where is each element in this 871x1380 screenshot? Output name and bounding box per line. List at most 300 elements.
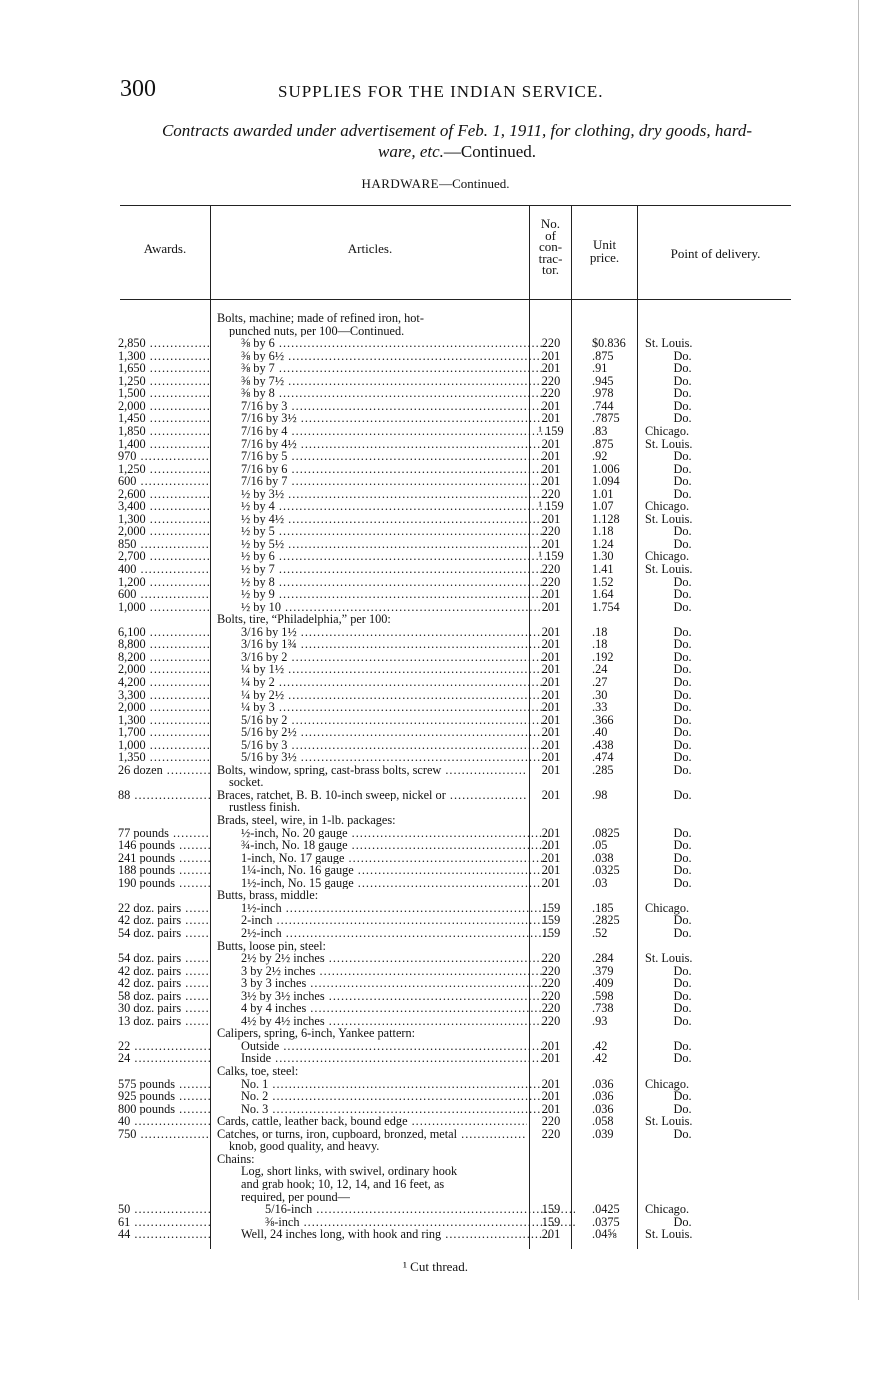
contractor-cell: 201 bbox=[541, 850, 561, 865]
delivery-cell: Do. bbox=[673, 348, 692, 363]
page-number: 300 bbox=[120, 76, 156, 102]
awards-cell: 1,250 ..... bbox=[118, 375, 210, 388]
delivery-cell: Do. bbox=[673, 662, 692, 677]
unit-price-cell: .91 bbox=[592, 361, 608, 376]
awards-cell: 24 ..... bbox=[118, 1052, 210, 1065]
delivery-cell: Do. bbox=[673, 373, 692, 388]
table-row bbox=[0, 801, 871, 814]
article-cell: socket. bbox=[229, 776, 264, 789]
contractor-cell: 159 bbox=[541, 900, 561, 915]
awards-cell: 2,600 ..... bbox=[118, 488, 210, 501]
header-articles: Articles. bbox=[347, 241, 393, 256]
table-row bbox=[0, 864, 871, 877]
table-row bbox=[0, 764, 871, 777]
article-cell: required, per pound— bbox=[241, 1190, 350, 1203]
unit-price-cell: .0825 bbox=[592, 825, 620, 840]
article-cell: ¼ by 2½ ..... bbox=[217, 689, 551, 702]
article-cell: 1½-inch, No. 15 gauge ..... bbox=[217, 877, 551, 890]
article-cell: Brads, steel, wire, in 1-lb. packages: bbox=[217, 814, 396, 827]
table-row bbox=[0, 952, 871, 965]
contractor-cell: 201 bbox=[541, 737, 561, 752]
table-row bbox=[0, 538, 871, 551]
article-cell: ⅜ by 7 ..... bbox=[217, 362, 551, 375]
awards-cell: 600 ..... bbox=[118, 475, 210, 488]
contractor-cell: ¹ 159 bbox=[538, 549, 564, 564]
header-contractor bbox=[530, 218, 571, 276]
delivery-cell: Do. bbox=[673, 1089, 692, 1104]
table-row bbox=[0, 601, 871, 614]
article-cell: 7/16 by 5 ..... bbox=[217, 450, 551, 463]
delivery-cell: Do. bbox=[673, 1214, 692, 1229]
article-cell: ¾-inch, No. 18 gauge ..... bbox=[217, 839, 551, 852]
table-row bbox=[0, 877, 871, 890]
article-cell: Outside ..... bbox=[217, 1040, 551, 1053]
awards-cell: 1,000 ..... bbox=[118, 739, 210, 752]
unit-price-cell: .379 bbox=[592, 963, 614, 978]
article-cell: Bolts, tire, “Philadelphia,” per 100: bbox=[217, 613, 391, 626]
awards-cell: 26 dozen ..... bbox=[118, 764, 210, 777]
unit-price-cell: .285 bbox=[592, 762, 614, 777]
caption-line-2-rest: —Continued. bbox=[443, 142, 537, 161]
table-row bbox=[0, 1078, 871, 1091]
awards-cell: 42 doz. pairs ..... bbox=[118, 965, 210, 978]
article-cell: knob, good quality, and heavy. bbox=[229, 1140, 380, 1153]
table-row bbox=[0, 425, 871, 438]
contractor-cell: 201 bbox=[541, 1227, 561, 1242]
delivery-cell: Chicago. bbox=[645, 549, 690, 564]
contractor-cell: 201 bbox=[541, 687, 561, 702]
article-cell: 4 by 4 inches ..... bbox=[217, 1002, 551, 1015]
awards-cell: 600 ..... bbox=[118, 588, 210, 601]
table-row bbox=[0, 438, 871, 451]
awards-cell: 1,700 ..... bbox=[118, 726, 210, 739]
unit-price-cell: .192 bbox=[592, 649, 614, 664]
article-cell: ½ by 10 ..... bbox=[217, 601, 551, 614]
delivery-cell: Do. bbox=[673, 461, 692, 476]
unit-price-cell: .875 bbox=[592, 348, 614, 363]
contractor-cell: 220 bbox=[541, 1001, 561, 1016]
unit-price-cell: .92 bbox=[592, 449, 608, 464]
table-row bbox=[0, 977, 871, 990]
contractor-cell: ¹ 159 bbox=[538, 499, 564, 514]
delivery-cell: Do. bbox=[673, 411, 692, 426]
unit-price-cell: .036 bbox=[592, 1076, 614, 1091]
awards-cell: 800 pounds ..... bbox=[118, 1103, 210, 1116]
article-cell: 3 by 2½ inches ..... bbox=[217, 965, 551, 978]
section-title bbox=[0, 176, 871, 192]
delivery-cell: Do. bbox=[673, 599, 692, 614]
unit-price-cell: .40 bbox=[592, 725, 608, 740]
article-cell: ½ by 6 ..... bbox=[217, 550, 551, 563]
article-cell: 1-inch, No. 17 gauge ..... bbox=[217, 852, 551, 865]
table-row bbox=[0, 638, 871, 651]
delivery-cell: Do. bbox=[673, 762, 692, 777]
unit-price-cell: 1.41 bbox=[592, 562, 614, 576]
article-cell: 3½ by 3½ inches ..... bbox=[217, 990, 551, 1003]
table-row bbox=[0, 940, 871, 953]
contractor-cell: 201 bbox=[541, 511, 561, 526]
awards-cell: 22 ..... bbox=[118, 1040, 210, 1053]
unit-price-cell: .036 bbox=[592, 1101, 614, 1116]
table-row bbox=[0, 488, 871, 501]
contractor-cell: 159 bbox=[541, 913, 561, 928]
article-cell: 5/16-inch ..... bbox=[217, 1203, 575, 1216]
contractor-cell: 220 bbox=[541, 963, 561, 978]
delivery-cell: Do. bbox=[673, 587, 692, 602]
awards-cell: 190 pounds ..... bbox=[118, 877, 210, 890]
article-cell: 7/16 by 7 ..... bbox=[217, 475, 551, 488]
article-cell: Bolts, machine; made of refined iron, hot- bbox=[217, 312, 424, 325]
awards-cell: 2,000 ..... bbox=[118, 525, 210, 538]
table-row bbox=[0, 814, 871, 827]
article-cell: Butts, brass, middle: bbox=[217, 889, 319, 902]
article-cell: ¼ by 2 ..... bbox=[217, 676, 551, 689]
article-cell: 7/16 by 3 ..... bbox=[217, 400, 551, 413]
article-cell: Well, 24 inches long, with hook and ring ..... bbox=[217, 1228, 551, 1241]
table-row bbox=[0, 588, 871, 601]
delivery-cell: Do. bbox=[673, 637, 692, 652]
article-cell: ½ by 3½ ..... bbox=[217, 488, 551, 501]
table-row bbox=[0, 676, 871, 689]
table-row bbox=[0, 965, 871, 978]
table-row bbox=[0, 576, 871, 589]
article-cell: ⅜ by 8 ..... bbox=[217, 387, 551, 400]
article-cell: 7/16 by 4½ ..... bbox=[217, 438, 551, 451]
contractor-cell: 201 bbox=[541, 1101, 561, 1116]
delivery-cell: Do. bbox=[673, 850, 692, 865]
section-title-continued: —Continued. bbox=[439, 176, 510, 191]
article-cell: ⅜ by 7½ ..... bbox=[217, 375, 551, 388]
delivery-cell: Do. bbox=[673, 737, 692, 752]
awards-cell: 1,300 ..... bbox=[118, 350, 210, 363]
contractor-cell: 201 bbox=[541, 599, 561, 614]
awards-cell: 8,200 ..... bbox=[118, 651, 210, 664]
table-row bbox=[0, 990, 871, 1003]
article-cell: 3/16 by 1½ ..... bbox=[217, 626, 551, 639]
awards-cell: 44 ..... bbox=[118, 1228, 210, 1241]
contractor-cell: 201 bbox=[541, 398, 561, 413]
article-cell: 7/16 by 3½ ..... bbox=[217, 412, 551, 425]
unit-price-cell: .039 bbox=[592, 1126, 614, 1141]
contractor-cell: 220 bbox=[541, 486, 561, 501]
unit-price-cell: 1.18 bbox=[592, 524, 614, 539]
table-row bbox=[0, 412, 871, 425]
table-row bbox=[0, 350, 871, 363]
article-cell: 5/16 by 3 ..... bbox=[217, 739, 551, 752]
contractor-cell: 201 bbox=[541, 649, 561, 664]
contractor-cell: 220 bbox=[541, 574, 561, 589]
delivery-cell: Do. bbox=[673, 1001, 692, 1016]
article-cell: Bolts, window, spring, cast-brass bolts, screw ..... bbox=[217, 764, 527, 777]
article-cell: 5/16 by 2 ..... bbox=[217, 714, 551, 727]
delivery-cell: Do. bbox=[673, 574, 692, 589]
contractor-cell: 201 bbox=[541, 637, 561, 652]
awards-cell: 1,300 ..... bbox=[118, 513, 210, 526]
awards-cell: 2,000 ..... bbox=[118, 400, 210, 413]
delivery-cell: Chicago. bbox=[645, 423, 690, 438]
footnote: ¹ Cut thread. bbox=[403, 1259, 468, 1274]
header-contractor-line: of bbox=[545, 227, 556, 243]
awards-cell: 8,800 ..... bbox=[118, 638, 210, 651]
table-row bbox=[0, 776, 871, 789]
contractor-cell: 201 bbox=[541, 1038, 561, 1053]
unit-price-cell: .0425 bbox=[592, 1202, 620, 1217]
delivery-cell: Do. bbox=[673, 825, 692, 840]
delivery-cell: St. Louis. bbox=[645, 511, 693, 526]
contractor-cell: 159 bbox=[541, 1202, 561, 1217]
contractor-cell: 201 bbox=[541, 348, 561, 363]
table-row bbox=[0, 1103, 871, 1116]
contractor-cell: 220 bbox=[541, 336, 561, 351]
delivery-cell: Chicago. bbox=[645, 900, 690, 915]
delivery-cell: Do. bbox=[673, 838, 692, 853]
table-row bbox=[0, 550, 871, 563]
awards-cell: 1,450 ..... bbox=[118, 412, 210, 425]
header-contractor-line: trac- bbox=[538, 250, 563, 266]
contractor-cell: 201 bbox=[541, 700, 561, 715]
delivery-cell: Do. bbox=[673, 398, 692, 413]
unit-price-cell: .27 bbox=[592, 674, 608, 689]
unit-price-cell: .05 bbox=[592, 838, 608, 853]
unit-price-cell: 1.30 bbox=[592, 549, 614, 564]
delivery-cell: Do. bbox=[673, 361, 692, 376]
article-cell: Inside ..... bbox=[217, 1052, 551, 1065]
delivery-cell: Do. bbox=[673, 1038, 692, 1053]
article-cell: Log, short links, with swivel, ordinary hook bbox=[241, 1165, 458, 1178]
unit-price-cell: .04⅝ bbox=[592, 1227, 617, 1242]
contractor-cell: 220 bbox=[541, 976, 561, 991]
table-row bbox=[0, 325, 871, 338]
awards-cell: 2,850 ..... bbox=[118, 337, 210, 350]
delivery-cell: Do. bbox=[673, 875, 692, 890]
contractor-cell: 201 bbox=[541, 712, 561, 727]
article-cell: ½ by 4 ..... bbox=[217, 500, 551, 513]
delivery-cell: Do. bbox=[673, 712, 692, 727]
table-row bbox=[0, 1153, 871, 1166]
unit-price-cell: 1.006 bbox=[592, 461, 620, 476]
article-cell: ½ by 5½ ..... bbox=[217, 538, 551, 551]
article-cell: ⅜ by 6½ ..... bbox=[217, 350, 551, 363]
contractor-cell: 201 bbox=[541, 361, 561, 376]
table-row bbox=[0, 1115, 871, 1128]
article-cell: Calipers, spring, 6-inch, Yankee pattern: bbox=[217, 1027, 416, 1040]
table-row bbox=[0, 1052, 871, 1065]
unit-price-cell: .875 bbox=[592, 436, 614, 451]
table-row bbox=[0, 839, 871, 852]
header-unit-price-line: Unit bbox=[592, 237, 617, 252]
unit-price-cell: 1.24 bbox=[592, 536, 614, 551]
awards-cell: 42 doz. pairs ..... bbox=[118, 977, 210, 990]
unit-price-cell: .24 bbox=[592, 662, 608, 677]
section-title-text: HARDWARE bbox=[361, 176, 440, 191]
table-row bbox=[0, 1140, 871, 1153]
article-cell: ½ by 8 ..... bbox=[217, 576, 551, 589]
unit-price-cell: .038 bbox=[592, 850, 614, 865]
unit-price-cell: .744 bbox=[592, 398, 614, 413]
table-row bbox=[0, 852, 871, 865]
unit-price-cell: $0.836 bbox=[592, 336, 626, 351]
article-cell: Butts, loose pin, steel: bbox=[217, 939, 326, 952]
article-cell: No. 2 ..... bbox=[217, 1090, 551, 1103]
awards-cell: 58 doz. pairs ..... bbox=[118, 990, 210, 1003]
delivery-cell: Do. bbox=[673, 1051, 692, 1066]
table-row bbox=[0, 914, 871, 927]
awards-cell: 1,650 ..... bbox=[118, 362, 210, 375]
table-row bbox=[0, 1165, 871, 1178]
delivery-cell: Do. bbox=[673, 913, 692, 928]
table-top-rule bbox=[120, 205, 791, 206]
awards-cell: 1,400 ..... bbox=[118, 438, 210, 451]
awards-cell: 850 ..... bbox=[118, 538, 210, 551]
article-cell: 4½ by 4½ inches ..... bbox=[217, 1015, 551, 1028]
article-cell: 3/16 by 1¾ ..... bbox=[217, 638, 551, 651]
awards-cell: 2,000 ..... bbox=[118, 663, 210, 676]
awards-cell: 54 doz. pairs ..... bbox=[118, 952, 210, 965]
delivery-cell: Do. bbox=[673, 787, 692, 802]
unit-price-cell: .409 bbox=[592, 976, 614, 991]
table-row bbox=[0, 1002, 871, 1015]
table-row bbox=[0, 789, 871, 802]
unit-price-cell: 1.754 bbox=[592, 599, 620, 614]
header-contractor-line: tor. bbox=[542, 262, 559, 277]
caption-line-2-italic: ware, etc. bbox=[377, 142, 444, 161]
unit-price-cell: .33 bbox=[592, 700, 608, 715]
unit-price-cell: 1.094 bbox=[592, 474, 620, 489]
article-cell: 2½ by 2½ inches ..... bbox=[217, 952, 551, 965]
contractor-cell: 220 bbox=[541, 1013, 561, 1028]
contractor-cell: 201 bbox=[541, 536, 561, 551]
delivery-cell: Do. bbox=[673, 750, 692, 765]
page-edge bbox=[858, 0, 859, 1300]
unit-price-cell: .0375 bbox=[592, 1214, 620, 1229]
unit-price-cell: .738 bbox=[592, 1001, 614, 1016]
awards-cell: 1,300 ..... bbox=[118, 714, 210, 727]
awards-cell: 88 ..... bbox=[118, 789, 210, 802]
article-cell: ½ by 5 ..... bbox=[217, 525, 551, 538]
table-row bbox=[0, 751, 871, 764]
unit-price-cell: .185 bbox=[592, 900, 614, 915]
table-row bbox=[0, 337, 871, 350]
article-cell: and grab hook; 10, 12, 14, and 16 feet, as bbox=[241, 1177, 445, 1191]
contractor-cell: 201 bbox=[541, 750, 561, 765]
awards-cell: 575 pounds ..... bbox=[118, 1078, 210, 1091]
table-caption bbox=[112, 120, 802, 162]
delivery-cell: Chicago. bbox=[645, 1202, 690, 1217]
unit-price-cell: .52 bbox=[592, 925, 608, 940]
article-cell: ½ by 4½ ..... bbox=[217, 513, 551, 526]
contractor-cell: 201 bbox=[541, 411, 561, 426]
table-row bbox=[0, 726, 871, 739]
contractor-cell: 220 bbox=[541, 524, 561, 539]
table-row bbox=[0, 1203, 871, 1216]
article-cell: Cards, cattle, leather back, bound edge ..... bbox=[217, 1115, 527, 1128]
delivery-cell: Do. bbox=[673, 1126, 692, 1141]
unit-price-cell: .0325 bbox=[592, 863, 620, 878]
running-head: SUPPLIES FOR THE INDIAN SERVICE. bbox=[278, 82, 604, 101]
delivery-cell: Do. bbox=[673, 1013, 692, 1028]
awards-cell: 970 ..... bbox=[118, 450, 210, 463]
article-cell: Chains: bbox=[217, 1152, 255, 1166]
awards-cell: 54 doz. pairs ..... bbox=[118, 927, 210, 940]
awards-cell: 400 ..... bbox=[118, 563, 210, 576]
header-bottom-rule bbox=[120, 299, 791, 300]
delivery-cell: Do. bbox=[673, 649, 692, 664]
delivery-cell: St. Louis. bbox=[645, 336, 693, 351]
awards-cell: 4,200 ..... bbox=[118, 676, 210, 689]
delivery-cell: Do. bbox=[673, 1101, 692, 1116]
delivery-cell: Do. bbox=[673, 725, 692, 740]
header-contractor-line: con- bbox=[538, 239, 563, 254]
table-row bbox=[0, 387, 871, 400]
delivery-cell: Do. bbox=[673, 988, 692, 1003]
unit-price-cell: .42 bbox=[592, 1038, 608, 1053]
delivery-cell: Do. bbox=[673, 524, 692, 539]
article-cell: 1½-inch ..... bbox=[217, 902, 551, 915]
contractor-cell: 220 bbox=[541, 988, 561, 1003]
header-unit-price-line: price. bbox=[589, 250, 620, 265]
article-cell: 7/16 by 4 ..... bbox=[217, 425, 551, 438]
delivery-cell: Do. bbox=[673, 624, 692, 639]
unit-price-cell: .438 bbox=[592, 737, 614, 752]
awards-cell: 1,000 ..... bbox=[118, 601, 210, 614]
awards-cell: 2,700 ..... bbox=[118, 550, 210, 563]
awards-cell: 3,400 ..... bbox=[118, 500, 210, 513]
delivery-cell: Do. bbox=[673, 963, 692, 978]
table-row bbox=[0, 400, 871, 413]
unit-price-cell: .93 bbox=[592, 1013, 608, 1028]
table-row bbox=[0, 375, 871, 388]
contractor-cell: 201 bbox=[541, 725, 561, 740]
unit-price-cell: .18 bbox=[592, 624, 608, 639]
unit-price-cell: .42 bbox=[592, 1051, 608, 1066]
delivery-cell: Do. bbox=[673, 925, 692, 940]
header-contractor-line: No. bbox=[540, 216, 561, 231]
article-cell: ½ by 7 ..... bbox=[217, 563, 551, 576]
awards-cell: 61 ..... bbox=[118, 1216, 210, 1229]
unit-price-cell: .945 bbox=[592, 373, 614, 388]
article-cell: 7/16 by 6 ..... bbox=[217, 463, 551, 476]
delivery-cell: Do. bbox=[673, 863, 692, 878]
contractor-cell: 201 bbox=[541, 474, 561, 489]
article-cell: ½-inch, No. 20 gauge ..... bbox=[217, 827, 551, 840]
awards-cell: 30 doz. pairs ..... bbox=[118, 1002, 210, 1015]
article-cell: ⅜-inch ..... bbox=[217, 1216, 575, 1229]
table-row bbox=[0, 513, 871, 526]
awards-cell: 40 ..... bbox=[118, 1115, 210, 1128]
table-row bbox=[0, 927, 871, 940]
delivery-cell: St. Louis. bbox=[645, 1227, 693, 1242]
article-cell: 2-inch ..... bbox=[217, 914, 551, 927]
header-delivery: Point of delivery. bbox=[670, 246, 761, 261]
unit-price-cell: 1.52 bbox=[592, 574, 614, 589]
table-row bbox=[0, 1128, 871, 1141]
unit-price-cell: .30 bbox=[592, 687, 608, 702]
delivery-cell: Do. bbox=[673, 486, 692, 501]
unit-price-cell: .474 bbox=[592, 750, 614, 765]
table-row bbox=[0, 626, 871, 639]
table-row bbox=[0, 902, 871, 915]
delivery-cell: Chicago. bbox=[645, 1076, 690, 1091]
unit-price-cell: .2825 bbox=[592, 913, 620, 928]
contractor-cell: 201 bbox=[541, 1076, 561, 1091]
table-row bbox=[0, 463, 871, 476]
contractor-cell: 201 bbox=[541, 762, 561, 777]
delivery-cell: Chicago. bbox=[645, 499, 690, 514]
awards-cell: 13 doz. pairs ..... bbox=[118, 1015, 210, 1028]
table-row bbox=[0, 1040, 871, 1053]
awards-cell: 2,000 ..... bbox=[118, 701, 210, 714]
awards-cell: 241 pounds ..... bbox=[118, 852, 210, 865]
